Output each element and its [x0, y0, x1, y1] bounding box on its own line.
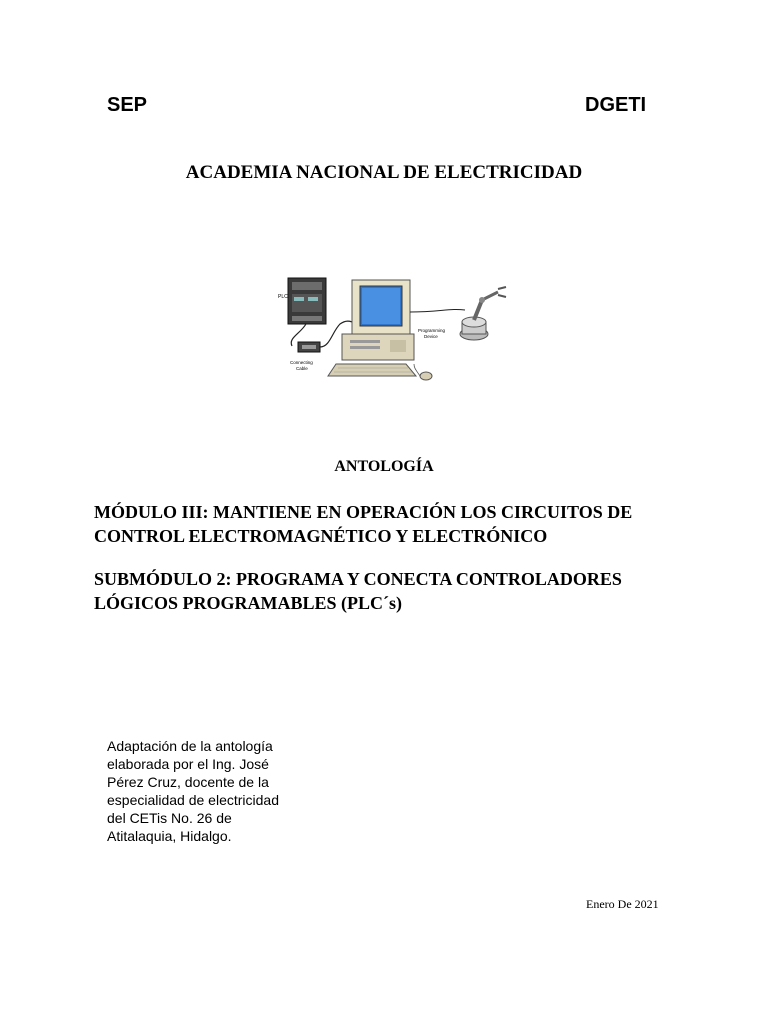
submodulo-line-1: SUBMÓDULO 2: PROGRAMA Y CONECTA CONTROLADORES	[94, 569, 622, 589]
header-dgeti: DGETI	[585, 94, 647, 116]
credit-line: Pérez Cruz, docente de la	[107, 774, 269, 790]
device-label-2: Device	[424, 334, 438, 339]
credit-line: elaborada por el Ing. José	[107, 756, 269, 772]
cable-label-2: Cable	[296, 366, 308, 371]
cable-interface-icon	[298, 342, 320, 352]
header-sep: SEP	[107, 94, 148, 116]
submodulo-title	[94, 567, 694, 615]
modulo-line-2: CONTROL ELECTROMAGNÉTICO Y ELECTRÓNICO	[94, 526, 548, 546]
credit-line: Atitalaquia, Hidalgo.	[107, 828, 232, 844]
credit-line: del CETis No. 26 de	[107, 810, 232, 826]
plc-system-illustration	[270, 272, 510, 390]
credit-line: especialidad de electricidad	[107, 792, 279, 808]
plc-label: PLC	[278, 294, 288, 300]
antologia-heading: ANTOLOGÍA	[334, 458, 434, 475]
computer-cpu-icon	[342, 334, 414, 360]
credit-note	[107, 737, 327, 845]
cable-label-1: Connecting	[290, 360, 313, 365]
document-date: Enero De 2021	[586, 897, 659, 911]
modulo-line-1: MÓDULO III: MANTIENE EN OPERACIÓN LOS CIRCUITOS DE	[94, 502, 633, 522]
mouse-icon	[420, 372, 432, 380]
plc-unit-icon	[288, 278, 326, 324]
submodulo-line-2: LÓGICOS PROGRAMABLES (PLC´s)	[94, 593, 403, 613]
credit-line: Adaptación de la antología	[107, 738, 273, 754]
academia-title: ACADEMIA NACIONAL DE ELECTRICIDAD	[185, 162, 583, 183]
device-label-1: Programming	[418, 328, 446, 333]
modulo-title	[94, 500, 694, 548]
robot-arm-icon	[460, 287, 506, 340]
keyboard-icon	[328, 364, 416, 376]
computer-monitor-icon	[352, 280, 410, 334]
